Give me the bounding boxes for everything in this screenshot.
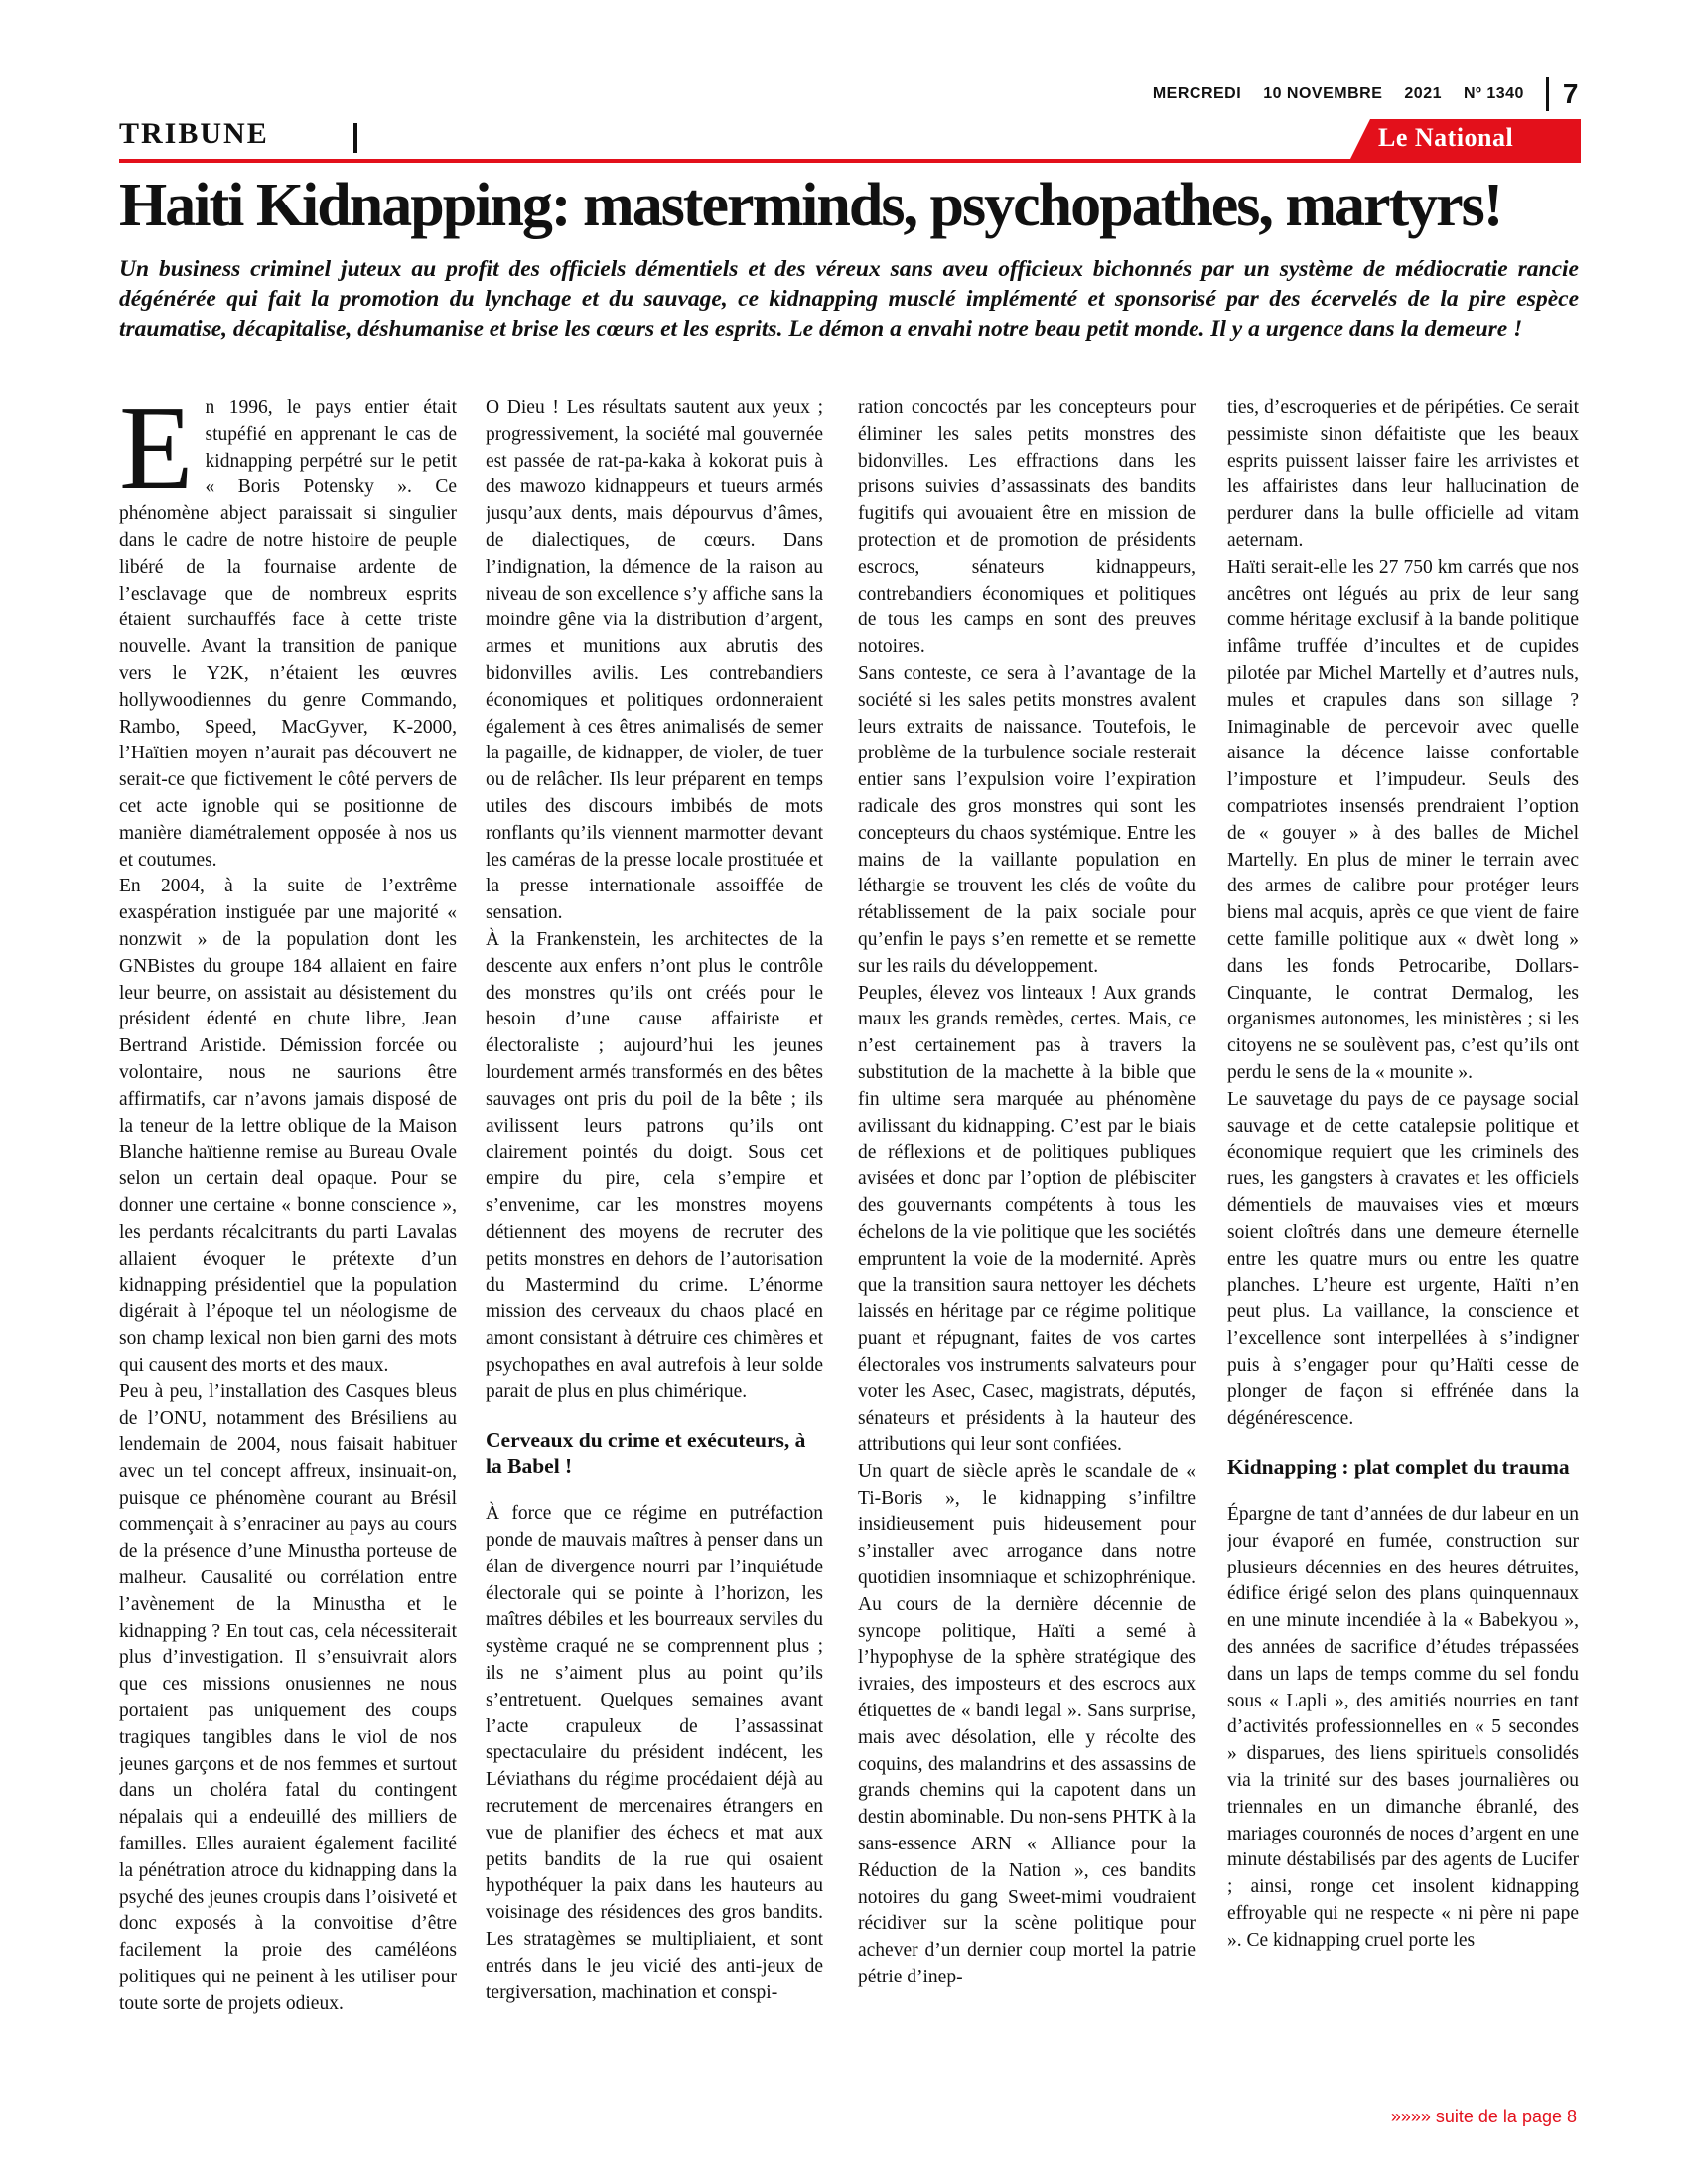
date: 10 NOVEMBRE xyxy=(1263,85,1383,102)
paragraph: ration concoctés par les concepteurs pour éliminer les sales petits monstres des bidonvilles. Les effractions dans les prisons suivies d’assassinats des bandits fugitifs qui avouaient être en mission de protection et de promotion de présidents escrocs, sénateurs kidnappeurs, contrebandiers économiques et politiques de tous les camps en sont des preuves notoires. xyxy=(858,397,1196,658)
paragraph: Haïti serait-elle les 27 750 km carrés que nos ancêtres ont légués au prix de leur sang comme héritage exclusif à la bande politique infâme truffée d’incultes et de cupides pilotée par Michel Martelly et d’autres nuls, mules et crapules dans son sillage ? Inimaginable de percevoir avec quelle aisance la décence laisse confortable l’imposture et l’impudeur. Seuls des compatriotes insensés prendraient l’option de « gouyer » à des balles de Michel Martelly. En plus de miner le terrain avec des armes de calibre pour protéger leurs biens mal acquis, après ce que vient de faire cette famille politique aux « dwèt long » dans les fonds Petrocaribe, Dollars-Cinquante, le contrat Dermalog, les organismes autonomes, les ministères ; si les citoyens ne se soulèvent pas, c’est qu’ils ont perdu le sens de la « mounite ». xyxy=(1227,556,1579,1083)
paragraph: O Dieu ! Les résultats sautent aux yeux ; progressivement, la société mal gouvernée est passée de rat-pa-kaka à kokorat puis à des mawozo kidnappeurs et tueurs armés jusqu’aux dents, mais dépourvus d’âmes, de dialectiques, de cœurs. Dans l’indignation, la démence de la raison au niveau de son excellence s’y affiche sans la moindre gêne via la distribution d’argent, armes et munitions aux abrutis des bidonvilles avilis. Les contrebandiers économiques et politiques ordonneraient également à ces êtres animalisés de semer la pagaille, de kidnapper, de violer, de tuer ou de relâcher. Ils leur préparent en temps utiles des discours imbibés de mots ronflants qu’ils viennent marmotter devant les caméras de la presse locale prostituée et la presse internationale assoiffée de sensation. xyxy=(486,397,823,924)
section-divider xyxy=(353,123,357,153)
page-number: 7 xyxy=(1562,78,1579,109)
column-4 xyxy=(1227,395,1579,2103)
article-title: Haiti Kidnapping: masterminds, psychopathes, martyrs! xyxy=(119,172,1502,239)
issue-number: Nº 1340 xyxy=(1463,85,1524,102)
subheading: Kidnapping : plat complet du trauma xyxy=(1227,1455,1570,1480)
paragraph: Peu à peu, l’installation des Casques bleus de l’ONU, notamment des Brésiliens au lendemain de 2004, nous faisait habituer avec un tel concept affreux, insinuait-on, puisque ce phénomène courant au Brésil commençait à s’enraciner au pays au cours de la présence d’une Minustha porteuse de malheur. Causalité ou corrélation entre l’avènement de la Minustha et le kidnapping ? En tout cas, cela nécessiterait plus d’investigation. Il s’ensuivrait alors que ces missions onusiennes ne nous portaient pas uniquement des coups tragiques tangibles dans le viol de nos jeunes garçons et de nos femmes et surtout dans un choléra fatal du contingent népalais qui a endeuillé des milliers de familles. Elles auraient également facilité la pénétration atroce du kidnapping dans la psyché des jeunes croupis dans l’oisiveté et donc exposés à la convoitise d’être facilement la proie des caméléons politiques qui ne peinent à les utiliser pour toute sorte de projets odieux. xyxy=(119,1381,457,2014)
dateline xyxy=(1131,77,1579,111)
subheading: Cerveaux du crime et exécuteurs, à la Babel ! xyxy=(486,1429,806,1479)
paragraph: Épargne de tant d’années de dur labeur en un jour évaporé en fumée, construction sur plusieurs décennies en des heures détruites, édifice érigé selon des plans quinquennaux en une minute incendiée à la « Babekyou », des années de sacrifice d’études trépassées dans un laps de temps comme du sel fondu sous « Lapli », des amitiés nourries en tant d’activités professionnelles en « 5 secondes » disparues, des liens spirituels consolidés via la trinité sur des bases journalières ou triennales en un dimanche ébranlé, des mariages couronnés de noces d’argent en une minute déstabilisés par des agents de Lucifer ; ainsi, ronge cet insolent kidnapping effroyable qui ne respecte « ni père ni pape ». Ce kidnapping cruel porte les xyxy=(1227,1504,1579,1951)
column-1 xyxy=(119,395,457,2103)
paragraph: Un quart de siècle après le scandale de « Ti-Boris », le kidnapping s’infiltre insidieusement puis hideusement pour s’installer avec arrogance dans notre quotidien insomniaque et schizophrénique. Au cours de la dernière décennie de syncope politique, Haïti a semé à l’hypophyse de la sphère stratégique des ivraies, des imposteurs et des escrocs aux étiquettes de « bandi legal ». Sans surprise, mais avec désolation, elle y récolte des coquins, des malandrins et des assassins de grands chemins qui la capotent dans un destin abominable. Du non-sens PHTK à la sans-essence ARN « Alliance pour la Réduction de la Nation », ces bandits notoires du gang Sweet-mimi voudraient récidiver sur la scène politique pour achever d’un dernier coup mortel la patrie pétrie d’inep- xyxy=(858,1460,1196,1988)
paragraph: Le sauvetage du pays de ce paysage social sauvage et de cette catalepsie politique et économique requiert que les criminels des rues, les gangsters à cravates et les officiels démentiels de mauvaises vies et mœurs soient cloîtrés dans une demeure éternelle entre les quatre murs ou entre les quatre planches. L’heure est urgente, Haïti n’en peut plus. La vaillance, la conscience et l’excellence sont interpellées à s’indigner puis à s’engager pour qu’Haïti cesse de plonger de façon si effrénée dans la dégénérescence. xyxy=(1227,1088,1579,1430)
column-3 xyxy=(858,395,1196,2103)
paragraph: À force que ce régime en putréfaction ponde de mauvais maîtres à penser dans un élan de divergence nourri par l’inquiétude électorale qui se pointe à l’horizon, les maîtres débiles et les bourreaux serviles du système craqué ne se comprennent plus ; ils ne s’aiment plus au point qu’ils s’entretuent. Quelques semaines avant l’acte crapuleux de l’assassinat spectaculaire du président indécent, les Léviathans du régime procédaient déjà au recrutement de mercenaires étrangers en vue de planifier des échecs et mat aux petits bandits de la rue qui osaient hypothéquer la paix dans les hauteurs au voisinage des résidences des gros bandits. Les stratagèmes se multipliaient, et sont entrés dans le jeu vicié des anti-jeux de tergiversation, machination et conspi- xyxy=(486,1503,823,2003)
paragraph: Peuples, élevez vos linteaux ! Aux grands maux les grands remèdes, certes. Mais, ce n’est certainement pas à travers la substitution de la machette à la bible que fin ultime sera marquée au phénomène avilissant du kidnapping. C’est par le biais de réflexions et de politiques publiques avisées et donc par l’option de plébisciter des gouvernants compétents à tous les échelons de la vie politique que les sociétés empruntent la voie de la modernité. Après que la transition saura nettoyer les déchets laissés en héritage par ce régime politique puant et répugnant, faites de vos cartes électorales vos instruments salvateurs pour voter les Asec, Casec, magistrats, députés, sénateurs et présidents à la hauteur des attributions qui leur sont confiées. xyxy=(858,982,1196,1456)
paragraph: ties, d’escroqueries et de péripéties. Ce serait pessimiste sinon défaitiste que les beaux esprits puissent laisser faire les arrivistes et les affairistes dans leur hallucination de perdurer dans la bulle officielle ad vitam aeternam. xyxy=(1227,397,1579,551)
article-lead: Un business criminel juteux au profit des officiels démentiels et des véreux sans aveu officieux bichonnés par un système de médiocratie rancie dégénérée qui fait la promotion du lynchage et du sauvage, ce kidnapping musclé implémenté et sponsorisé par des écervelés de la pire espèce traumatise, décapitalise, déshumanise et brise les cœurs et les esprits. Le démon a envahi notre beau petit monde. Il y a urgence dans la demeure ! xyxy=(119,256,1579,341)
dateline-divider xyxy=(1546,77,1549,111)
paragraph: Sans conteste, ce sera à l’avantage de la société si les sales petits monstres avalent leurs extraits de naissance. Toutefois, le problème de la turbulence sociale resterait entier sans l’expulsion voire l’expiration radicale des gros monstres qui sont les concepteurs du chaos systémique. Entre les mains de la vaillante population en léthargie se trouvent les clés de voûte du rétablissement de la paix sociale pour qu’enfin le pays s’en remette et se remette sur les rails du développement. xyxy=(858,662,1196,977)
drop-cap: E xyxy=(119,395,194,515)
column-2 xyxy=(486,395,823,2103)
section-label: TRIBUNE xyxy=(119,117,269,150)
paper-name: Le National xyxy=(1378,123,1514,152)
paragraph xyxy=(119,395,457,874)
day: MERCREDI xyxy=(1152,85,1242,102)
paragraph: À la Frankenstein, les architectes de la descente aux enfers n’ont plus le contrôle des monstres qu’ils ont créés pour le besoin d’une cause affairiste et électoraliste ; aujourd’hui les jeunes lourdement armés transformés en des bêtes sauvages ont pris du poil de la bête ; ils avilissent leurs patrons qu’ils ont clairement pointés du doigt. Sous cet empire du pire, cela s’empire et s’envenime, car les monstres moyens détiennent des moyens de recruter des petits monstres en dehors de l’autorisation du Mastermind du crime. L’énorme mission des cerveaux du chaos placé en amont consistant à détruire ces chimères et psychopathes en aval autrefois à leur solde parait de plus en plus chimérique. xyxy=(486,928,823,1403)
year: 2021 xyxy=(1404,85,1442,102)
continued-on-page-link[interactable]: »»»» suite de la page 8 xyxy=(1390,2107,1577,2126)
paragraph: En 2004, à la suite de l’extrême exaspération instiguée par une majorité « nonzwit » de la population dont les GNBistes du groupe 184 allaient en faire leur beurre, on assistait au désistement du président édenté en chute libre, Jean Bertrand Aristide. Démission forcée ou volontaire, nous ne saurions être affirmatifs, car n’avons jamais disposé de la teneur de la lettre oblique de la Maison Blanche haïtienne remise au Bureau Ovale selon un certain deal opaque. Pour se donner une certaine « bonne conscience », les perdants récalcitrants du parti Lavalas allaient évoquer le prétexte d’un kidnapping présidentiel que la population digérait à l’époque tel un néologisme de son champ lexical non bien garni des mots qui causent des morts et des maux. xyxy=(119,876,457,1376)
paragraph-text: n 1996, le pays entier était stupéfié en apprenant le cas de kidnapping perpétré sur le petit « Boris Potensky ». Ce phénomène abject paraissait si singulier dans le cadre de notre histoire de peuple libéré de la fournaise ardente de l’esclavage que de nombreux esprits étaient surchauffés face à cette triste nouvelle. Avant la transition de panique vers le Y2K, n’étaient les œuvres hollywoodiennes du genre Commando, Rambo, Speed, MacGyver, K-2000, l’Haïtien moyen n’aurait pas découvert ne serait-ce que fictivement le côté pervers de cet acte ignoble qui se positionne de manière diamétralement opposée à nos us et coutumes. xyxy=(119,397,457,871)
